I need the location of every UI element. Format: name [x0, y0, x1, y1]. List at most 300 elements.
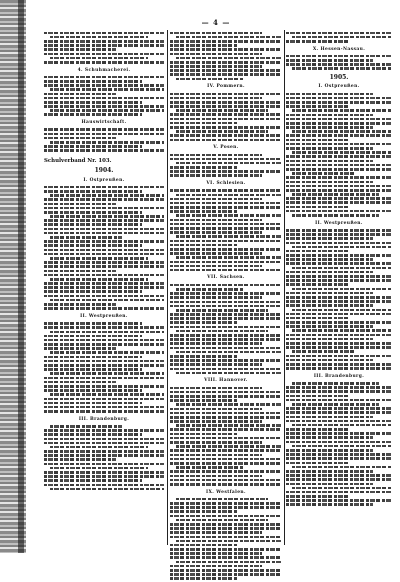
- column-divider: [284, 30, 285, 545]
- text-line: [286, 185, 392, 188]
- text-line: [286, 271, 373, 274]
- text-line: [44, 377, 164, 380]
- text-column-left: [44, 30, 164, 492]
- text-line: [170, 97, 262, 100]
- text-line: [170, 32, 262, 35]
- text-line: [286, 59, 373, 62]
- text-line: [286, 478, 392, 481]
- text-line: [176, 57, 282, 60]
- text-line: [44, 186, 164, 189]
- text-line: [44, 240, 164, 243]
- text-line: [44, 438, 164, 441]
- text-line: [170, 347, 282, 350]
- text-line: [286, 126, 373, 129]
- text-line: [50, 299, 164, 302]
- text-line: [50, 425, 122, 428]
- text-line: [44, 368, 142, 371]
- text-line: [170, 420, 262, 423]
- text-line: [44, 450, 164, 453]
- text-line: [44, 211, 142, 214]
- text-line: [170, 301, 282, 304]
- text-line: [44, 364, 164, 367]
- year-heading: 1905.: [329, 74, 349, 82]
- text-line: [44, 356, 142, 359]
- text-line: [176, 330, 268, 333]
- text-line: [286, 432, 392, 435]
- text-line: [50, 351, 164, 354]
- text-line: [170, 154, 262, 157]
- text-line: [44, 458, 116, 461]
- text-line: [176, 424, 282, 427]
- text-line: [286, 338, 373, 341]
- subsection-heading: VII. Sachsen.: [207, 275, 245, 281]
- text-line: [292, 172, 356, 175]
- text-line: [170, 536, 282, 539]
- text-line: [44, 198, 164, 201]
- text-line: [286, 453, 392, 456]
- text-line: [44, 343, 164, 346]
- text-line: [292, 109, 392, 112]
- text-line: [170, 326, 282, 329]
- text-line: [286, 160, 373, 163]
- text-line: [286, 143, 392, 146]
- text-line: [286, 457, 392, 460]
- text-line: [170, 101, 282, 104]
- text-line: [44, 244, 142, 247]
- text-line: [286, 262, 392, 265]
- text-line: [286, 292, 373, 295]
- text-line: [292, 350, 356, 353]
- text-line: [44, 402, 142, 405]
- text-line: [286, 399, 392, 402]
- text-line: [286, 283, 350, 286]
- text-line: [286, 420, 392, 423]
- text-line: [286, 363, 392, 366]
- text-line: [286, 101, 392, 104]
- text-line: [170, 475, 262, 478]
- text-line: [170, 569, 282, 572]
- text-line: [170, 428, 282, 431]
- text-line: [170, 437, 282, 440]
- text-line: [50, 446, 148, 449]
- text-line: [44, 97, 164, 100]
- text-line: [286, 342, 392, 345]
- text-line: [176, 78, 243, 81]
- text-line: [292, 193, 379, 196]
- text-line: [170, 510, 237, 513]
- text-line: [286, 164, 392, 167]
- text-line: [170, 527, 282, 530]
- text-line: [50, 467, 148, 470]
- text-line: [44, 48, 116, 51]
- text-line: [44, 290, 142, 293]
- text-line: [50, 109, 164, 112]
- text-line: [44, 307, 164, 310]
- text-line: [170, 313, 282, 316]
- year-heading: 1904.: [94, 167, 114, 175]
- text-line: [286, 491, 392, 494]
- text-line: [292, 487, 392, 490]
- text-line: [170, 548, 282, 551]
- text-line: [170, 338, 282, 341]
- text-line: [44, 471, 164, 474]
- column-divider: [167, 30, 168, 545]
- subsection-heading: X. Hessen-Nassau.: [312, 46, 366, 52]
- text-line: [286, 114, 373, 117]
- text-line: [176, 561, 282, 564]
- text-line: [286, 189, 392, 192]
- text-line: [292, 36, 392, 39]
- subsection-heading: IX. Westfalen.: [206, 489, 246, 495]
- text-line: [286, 386, 392, 389]
- subsection-heading: III. Brandenburg.: [78, 416, 130, 422]
- text-line: [170, 317, 282, 320]
- text-line: [170, 449, 282, 452]
- text-line: [176, 36, 282, 39]
- text-line: [170, 395, 282, 398]
- text-line: [286, 168, 392, 171]
- text-line: [176, 256, 282, 259]
- text-line: [176, 130, 268, 133]
- text-line: [286, 436, 373, 439]
- text-line: [44, 360, 164, 363]
- text-line: [170, 368, 282, 371]
- text-line: [286, 474, 392, 477]
- text-line: [170, 531, 262, 534]
- text-line: [286, 275, 392, 278]
- text-line: [44, 84, 164, 87]
- text-line: [170, 198, 262, 201]
- text-line: [170, 189, 282, 192]
- text-line: [170, 408, 262, 411]
- text-line: [44, 40, 164, 43]
- text-line: [286, 390, 392, 393]
- text-line: [286, 334, 392, 337]
- text-line: [170, 166, 237, 169]
- text-line: [44, 32, 164, 35]
- text-line: [170, 65, 262, 68]
- text-line: [170, 206, 282, 209]
- text-line: [170, 265, 262, 268]
- text-line: [286, 321, 392, 324]
- text-line: [170, 342, 262, 345]
- text-line: [286, 206, 350, 209]
- text-line: [286, 237, 373, 240]
- text-line: [286, 32, 392, 35]
- text-line: [286, 176, 392, 179]
- text-line: [44, 101, 142, 104]
- text-line: [170, 174, 262, 177]
- text-line: [292, 382, 379, 385]
- text-line: [286, 416, 373, 419]
- text-line: [44, 339, 164, 342]
- text-line: [170, 134, 282, 137]
- text-line: [44, 433, 142, 436]
- text-line: [50, 194, 164, 197]
- text-line: [170, 240, 282, 243]
- text-line: [170, 40, 282, 43]
- text-line: [44, 484, 164, 487]
- text-line: [286, 355, 392, 358]
- text-line: [44, 347, 116, 350]
- text-line: [170, 515, 282, 518]
- text-line: [286, 395, 350, 398]
- text-line: [286, 242, 392, 245]
- text-line: [170, 202, 282, 205]
- text-line: [286, 134, 392, 137]
- text-line: [170, 73, 282, 76]
- text-line: [170, 483, 282, 486]
- text-line: [170, 458, 282, 461]
- text-line: [286, 313, 392, 316]
- text-line: [44, 410, 164, 413]
- text-line: [292, 445, 392, 448]
- text-line: [286, 250, 350, 253]
- text-line: [292, 288, 392, 291]
- text-line: [292, 246, 392, 249]
- text-line: [170, 158, 282, 161]
- text-line: [170, 126, 282, 129]
- text-line: [286, 449, 373, 452]
- text-line: [50, 488, 164, 491]
- text-line: [50, 236, 122, 239]
- text-line: [176, 403, 282, 406]
- text-line: [286, 155, 392, 158]
- text-line: [170, 433, 237, 436]
- text-line: [170, 565, 262, 568]
- text-line: [44, 93, 116, 96]
- text-line: [286, 428, 350, 431]
- text-line: [170, 391, 282, 394]
- text-line: [44, 249, 164, 252]
- subsection-heading: III. Brandenburg.: [313, 373, 365, 379]
- text-line: [176, 445, 282, 448]
- text-line: [44, 207, 164, 210]
- text-line: [44, 381, 116, 384]
- text-line: [170, 577, 237, 580]
- text-line: [176, 498, 268, 501]
- text-line: [292, 214, 379, 217]
- text-line: [44, 105, 164, 108]
- text-line: [44, 274, 164, 277]
- text-line: [170, 412, 282, 415]
- text-line: [170, 523, 282, 526]
- text-line: [44, 406, 164, 409]
- text-line: [286, 233, 392, 236]
- text-line: [286, 40, 350, 43]
- text-line: [286, 122, 392, 125]
- text-line: [170, 122, 237, 125]
- text-line: [286, 503, 373, 506]
- text-line: [286, 411, 392, 414]
- text-line: [176, 466, 243, 469]
- text-line: [170, 292, 282, 295]
- text-line: [292, 309, 392, 312]
- text-line: [170, 363, 262, 366]
- text-line: [286, 300, 392, 303]
- text-line: [44, 228, 164, 231]
- text-line: [170, 556, 282, 559]
- text-line: [44, 282, 164, 285]
- text-line: [286, 325, 373, 328]
- text-line: [176, 214, 282, 217]
- text-line: [44, 270, 116, 273]
- text-line: [44, 53, 164, 56]
- text-line: [286, 367, 392, 370]
- text-line: [176, 372, 282, 375]
- text-line: [170, 284, 282, 287]
- text-line: [286, 55, 392, 58]
- text-line: [170, 44, 237, 47]
- subsection-heading: VI. Schlesien.: [206, 181, 246, 187]
- text-line: [44, 219, 164, 222]
- text-line: [286, 258, 373, 261]
- text-line: [44, 253, 164, 256]
- text-line: [292, 151, 392, 154]
- subsection-heading: I. Ostpreußen.: [318, 84, 360, 90]
- text-line: [286, 139, 350, 142]
- text-line: [50, 141, 164, 144]
- text-line: [286, 304, 373, 307]
- text-line: [44, 133, 164, 136]
- text-line: [286, 97, 392, 100]
- text-line: [176, 519, 268, 522]
- subsection-heading: II. Westpreußen.: [315, 220, 363, 226]
- text-line: [44, 61, 164, 64]
- text-line: [170, 93, 282, 96]
- text-line: [44, 137, 116, 140]
- text-line: [44, 190, 142, 193]
- text-line: [50, 57, 148, 60]
- text-line: [44, 265, 164, 268]
- text-line: [44, 223, 142, 226]
- text-line: [170, 502, 282, 505]
- text-line: [170, 252, 262, 255]
- text-line: [176, 235, 282, 238]
- text-line: [176, 288, 243, 291]
- text-line: [176, 309, 268, 312]
- text-line: [170, 139, 282, 142]
- text-line: [50, 36, 148, 39]
- text-line: [44, 76, 164, 79]
- text-line: [170, 506, 282, 509]
- text-line: [170, 305, 282, 308]
- text-line: [170, 113, 282, 116]
- text-line: [44, 326, 164, 329]
- text-line: [286, 359, 373, 362]
- subsection-heading: II. Westpreußen.: [80, 313, 128, 319]
- text-line: [44, 442, 164, 445]
- subsection-heading: V. Posen.: [213, 145, 239, 151]
- text-line: [286, 346, 392, 349]
- text-line: [170, 416, 282, 419]
- text-line: [170, 48, 282, 51]
- text-line: [44, 145, 142, 148]
- subsection-heading: 4. Schuhmacherei.: [77, 67, 131, 73]
- text-line: [176, 109, 268, 112]
- text-line: [286, 147, 373, 150]
- text-line: [44, 295, 164, 298]
- text-line: [292, 267, 392, 270]
- text-line: [170, 170, 282, 173]
- subsection-heading: IV. Pommern.: [207, 84, 245, 90]
- text-line: [170, 573, 282, 576]
- text-line: [286, 296, 392, 299]
- text-line: [170, 248, 282, 251]
- text-line: [170, 118, 282, 121]
- text-line: [50, 372, 164, 375]
- subsection-heading: VIII. Hannover.: [204, 378, 248, 384]
- text-column-right: [286, 30, 392, 508]
- text-line: [50, 278, 148, 281]
- text-line: [170, 296, 262, 299]
- text-line: [170, 334, 282, 337]
- text-line: [50, 331, 164, 334]
- text-line: [286, 499, 392, 502]
- text-line: [286, 105, 350, 108]
- text-line: [44, 322, 142, 325]
- text-line: [170, 219, 262, 222]
- text-line: [286, 197, 392, 200]
- text-line: [176, 351, 282, 354]
- text-line: [170, 69, 282, 72]
- text-line: [170, 441, 262, 444]
- text-line: [170, 53, 262, 56]
- text-line: [44, 479, 142, 482]
- text-line: [286, 470, 373, 473]
- text-line: [292, 130, 392, 133]
- text-line: [170, 355, 237, 358]
- text-line: [170, 321, 237, 324]
- text-line: [44, 385, 164, 388]
- text-line: [44, 398, 164, 401]
- text-line: [44, 149, 164, 152]
- book-spine-shadow: [18, 0, 24, 553]
- text-line: [292, 403, 379, 406]
- page-number: — 4 —: [201, 18, 231, 27]
- text-line: [176, 540, 282, 543]
- text-line: [44, 454, 164, 457]
- text-line: [44, 80, 142, 83]
- text-column-middle: [170, 30, 282, 582]
- text-line: [286, 462, 350, 465]
- text-line: [44, 429, 164, 432]
- text-line: [292, 466, 392, 469]
- text-line: [44, 286, 164, 289]
- text-line: [170, 462, 282, 465]
- text-line: [286, 118, 392, 121]
- text-line: [170, 454, 262, 457]
- text-line: [170, 61, 282, 64]
- text-line: [292, 329, 392, 332]
- section-title: Schulverband Nr. 103.: [44, 157, 112, 164]
- text-line: [170, 105, 282, 108]
- text-line: [170, 470, 282, 473]
- text-line: [286, 317, 350, 320]
- text-line: [44, 475, 164, 478]
- text-line: [286, 201, 392, 204]
- text-line: [286, 279, 392, 282]
- text-line: [170, 387, 262, 390]
- text-line: [44, 261, 164, 264]
- text-line: [286, 483, 373, 486]
- text-line: [44, 232, 164, 235]
- text-line: [44, 463, 164, 466]
- text-line: [286, 441, 392, 444]
- text-line: [176, 194, 282, 197]
- text-line: [170, 359, 282, 362]
- text-line: [44, 128, 164, 131]
